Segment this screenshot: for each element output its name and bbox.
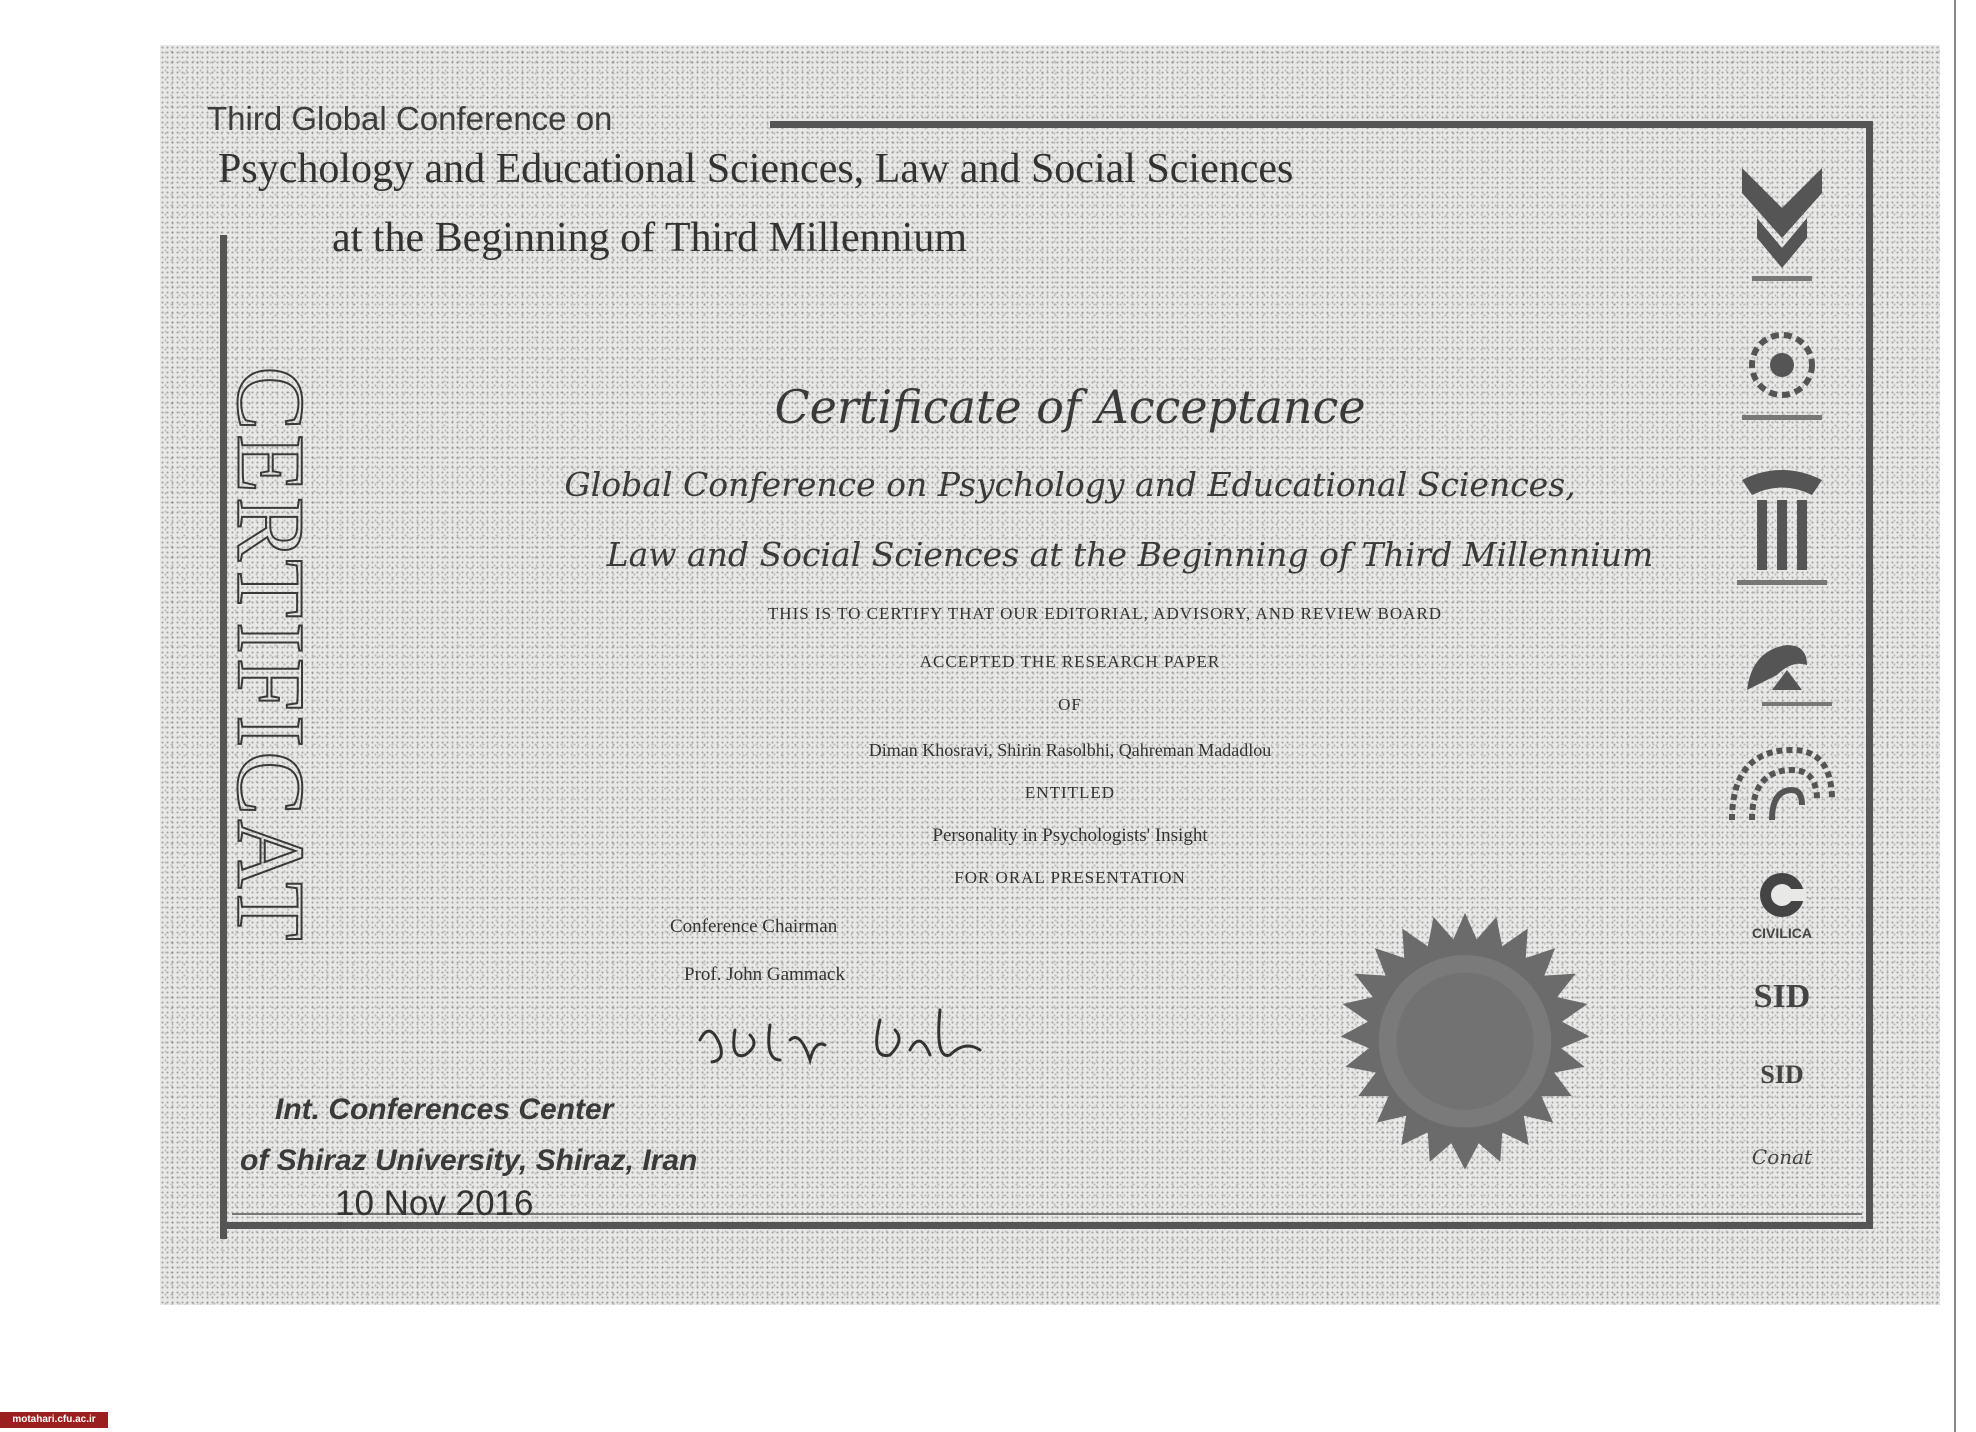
- conference-heading-line-1: Third Global Conference on: [207, 100, 613, 137]
- sid-logo-secondary: SID: [1760, 1060, 1804, 1089]
- civilica-logo: [1712, 870, 1852, 941]
- certificate-title: Certificate of Acceptance: [774, 380, 1366, 434]
- academic-publisher-emblem-icon: [1712, 620, 1852, 720]
- scan-right-edge: [1954, 0, 1956, 1432]
- entitled-label: ENTITLED: [1024, 783, 1116, 802]
- certificate-date: 10 Nov 2016: [335, 1184, 534, 1223]
- chairman-signature: [690, 1000, 1010, 1080]
- chairman-label: Conference Chairman: [670, 916, 838, 937]
- civilica-label: CIVILICA: [1752, 925, 1812, 941]
- vertical-certificate-text: CERTIFICAT: [217, 365, 325, 945]
- authors-list: Diman Khosravi, Shirin Rasolbhi, Qahreman Madadlou: [868, 740, 1272, 760]
- of-label: OF: [1058, 695, 1082, 714]
- conference-network-emblem-icon: [1712, 730, 1852, 850]
- conference-heading-line-2: Psychology and Educational Sciences, Law and Social Sciences: [218, 146, 1294, 192]
- certify-statement: THIS IS TO CERTIFY THAT OUR EDITORIAL, ADVISORY, AND REVIEW BOARD: [767, 604, 1443, 623]
- conference-name-line-2: Law and Social Sciences at the Beginning of Third Millennium: [606, 535, 1654, 574]
- conference-name-line-1: Global Conference on Psychology and Educational Sciences,: [564, 465, 1576, 504]
- conat-logo: Conat: [1751, 1145, 1813, 1169]
- vertical-certificate-word: [217, 248, 325, 1062]
- cultural-organization-emblem-icon: [1712, 460, 1852, 600]
- embossed-seal: [1318, 908, 1612, 1202]
- chairman-name: Prof. John Gammack: [684, 964, 845, 985]
- accepted-statement: ACCEPTED THE RESEARCH PAPER: [919, 652, 1221, 671]
- conference-center-line-1: Int. Conferences Center: [275, 1093, 614, 1126]
- conference-center-line-2: of Shiraz University, Shiraz, Iran: [240, 1144, 698, 1177]
- frame-right-border: [1866, 121, 1873, 1229]
- presentation-type: FOR ORAL PRESENTATION: [954, 868, 1186, 887]
- sid-logo-primary: SID: [1753, 978, 1811, 1015]
- website-stamp: motahari.cfu.ac.ir: [0, 1412, 108, 1428]
- university-emblem-icon: [1712, 148, 1852, 298]
- civilica-icon: [1752, 870, 1812, 920]
- sponsor-logos: [1712, 140, 1852, 1210]
- frame-top-border: [770, 121, 1873, 128]
- paper-title: Personality in Psychologists' Insight: [932, 825, 1208, 846]
- research-institute-emblem-icon: [1712, 320, 1852, 440]
- conference-heading-line-3: at the Beginning of Third Millennium: [332, 215, 967, 261]
